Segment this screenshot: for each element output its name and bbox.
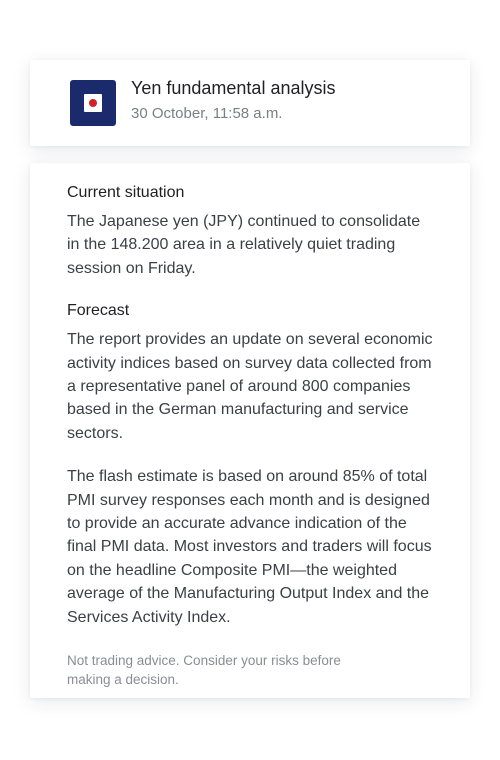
analysis-title: Yen fundamental analysis bbox=[131, 78, 336, 98]
forecast-heading: Forecast bbox=[67, 302, 130, 320]
forecast-paragraph: The flash estimate is based on around 85% of total PMI survey responses each month and is designed to provide an accurate advance indication of the final PMI data. Most investors and traders will focus on the headline Composite PMI—the weighted average of the Manufacturing Output Index and the Services Activity Index. bbox=[67, 468, 432, 626]
analysis-header-card bbox=[30, 60, 470, 146]
current-situation-heading: Current situation bbox=[67, 184, 185, 201]
analysis-body-card bbox=[30, 163, 470, 698]
forecast-paragraph: The report provides an update on several economic activity indices based on survey data collected from a representative panel of around 800 companies based in the German manufacturing and service sectors. bbox=[67, 331, 433, 442]
disclaimer-text: Not trading advice. Consider your risks before making a decision. bbox=[67, 653, 341, 688]
japan-flag-icon bbox=[70, 80, 116, 126]
analysis-timestamp: 30 October, 11:58 a.m. bbox=[131, 105, 283, 122]
current-situation-text: The Japanese yen (JPY) continued to consolidate in the 148.200 area in a relatively quiet trading session on Friday. bbox=[67, 213, 421, 277]
